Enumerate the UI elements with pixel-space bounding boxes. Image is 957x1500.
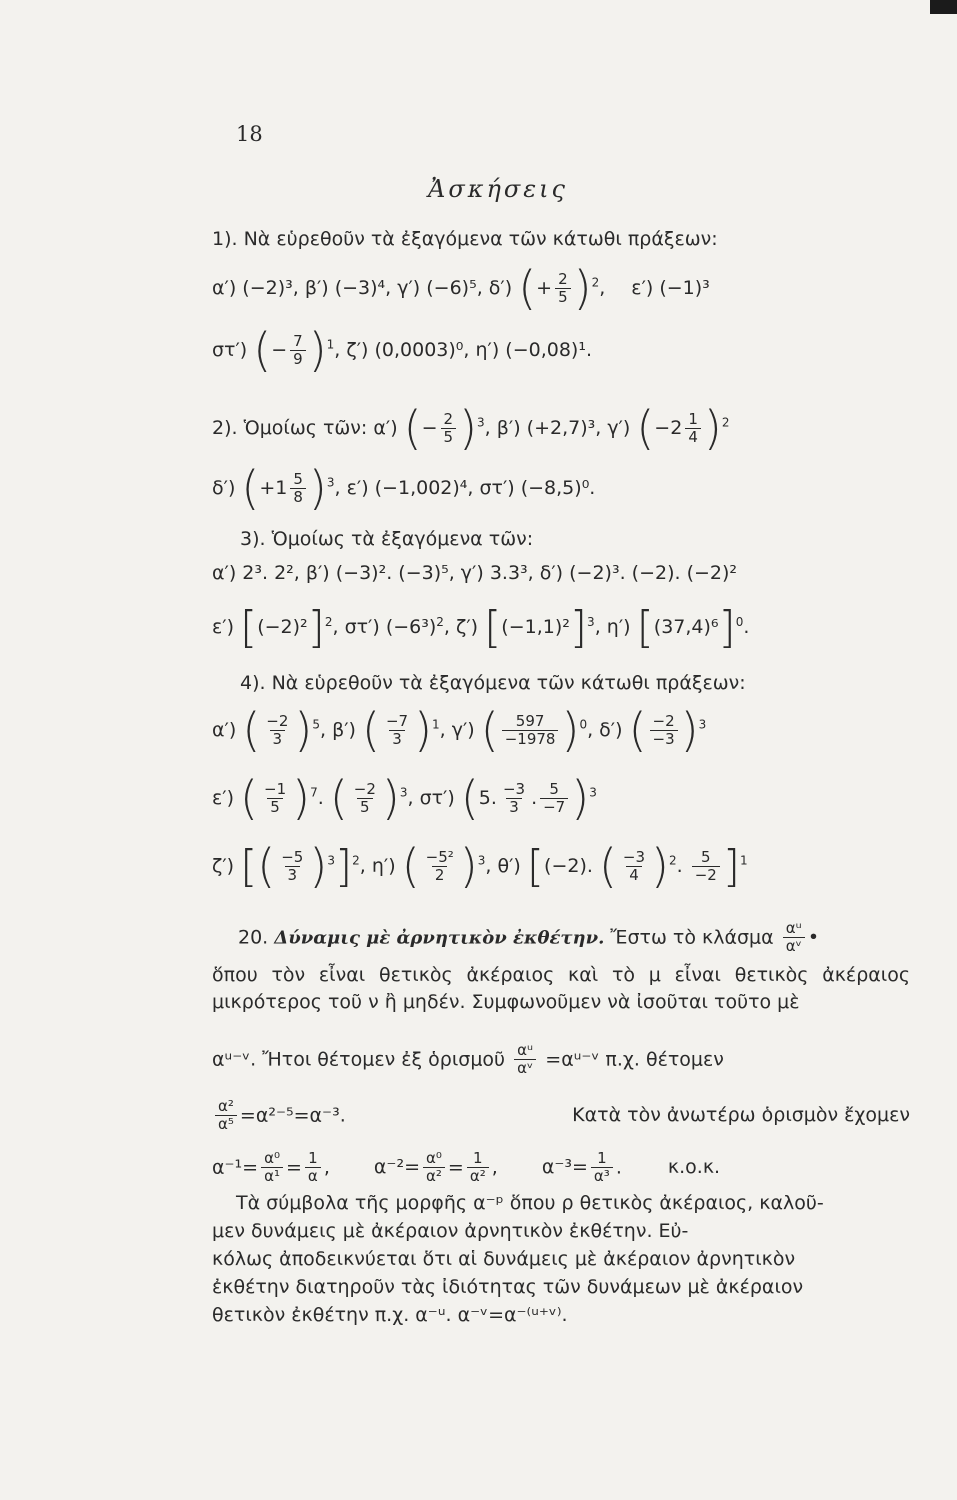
section-20-paragraph-2-line-1: Τὰ σύμβολα τῆς μορφῆς α⁻ᵖ ὅπου ρ θετικὸς ἀκέραιος, καλοῦ- — [236, 1192, 824, 1214]
section-20-paragraph-2-line-3: κόλως ἀποδεικνύεται ὅτι αἱ δυνάμεις μὲ ἀκέραιον ἀρνητικὸν — [212, 1248, 796, 1270]
exercise-3-line-2: ε′) $[(-2)^2]^2$, στ′) $(-6^3)^2$, ζ′) $[(-1,1)^2]^3$, η′) $[(37,4)^6]^0$. — [212, 602, 750, 653]
fraction: $\frac{7}{9}$ — [290, 333, 306, 369]
exercise-1-line-1: α′) (−2)³, β′) (−3)⁴, γ′) (−6)⁵, δ′) (+ $\frac{2}{5}$ )$^2$, ε′) (−1)³ — [212, 261, 710, 315]
section-20-paragraph-2-line-4: ἐκθέτην διατηροῦν τὰς ἰδιότητας τῶν δυνάμεων μὲ ἀκέραιον — [212, 1276, 804, 1298]
exercise-3-line-1: α′) 2³. 2², β′) (−3)². (−3)⁵, γ′) 3.3³, δ′) (−2)³. (−2). (−2)² — [212, 562, 738, 584]
section-title: Δύναμις μὲ ἀρνητικὸν ἐκθέτην. — [274, 927, 605, 949]
exercise-4-line-2: ε′) ( $\frac{-1}{5}$ )$^7$. ( $\frac{-2}{5}$ )$^3$, στ′) (5. $\frac{-3}{3}$ . $\frac{5}{-7}$ )$^3$ — [212, 771, 597, 825]
section-20-examples-row: α⁻¹= $\frac{\text{α⁰}}{\text{α¹}}$ = $\frac{1}{\alpha}$ , α⁻²= $\frac{\text{α⁰}}{\text{α²}}$ = $\frac{1}{\text{α²}}$ , α⁻³= $\frac{1}{\text{α³}}$ . κ.ο.κ. — [212, 1149, 721, 1186]
fraction: $\frac{2}{5}$ — [555, 271, 571, 307]
section-20-example: $\frac{\text{α²}}{\text{α⁵}}$ =α²⁻⁵=α⁻³. Κατὰ τὸν ἀνωτέρω ὁρισμὸν ἔχομεν — [212, 1098, 910, 1134]
exercise-items: ζ′) (0,0003)⁰, η′) (−0,08)¹. — [346, 338, 592, 361]
exercise-items: ε′) (−1)³ — [631, 276, 710, 299]
scan-corner-mark — [930, 0, 957, 14]
exercise-items: α′) (−2)³, β′) (−3)⁴, γ′) (−6)⁵, δ′) — [212, 276, 513, 299]
fraction: $\frac{1}{4}$ — [685, 411, 701, 447]
page-title: Ἀσκήσεις — [428, 175, 568, 203]
section-20-paragraph-1: ὅπου τὸν εἶναι θετικὸς ἀκέραιος καὶ τὸ μ εἶναι θετικὸς ἀκέραιος μικρότερος τοῦ ν ἢ μηδέν. Συμφωνοῦμεν νὰ ἰσοῦται τοῦτο μὲ — [212, 964, 910, 1013]
exercise-1-line-2: στ′) (− $\frac{7}{9}$ )$^1$, ζ′) (0,0003)⁰, η′) (−0,08)¹. — [212, 323, 592, 377]
fraction: $\frac{5}{8}$ — [290, 471, 306, 507]
exercise-4-line-1: α′) ( $\frac{-2}{3}$ )$^5$, β′) ( $\frac{-7}{3}$ )$^1$, γ′) ( $\frac{597}{-1978}$ )$^0$, δ′) ( $\frac{-2}{-3}$ )$^3$ — [212, 703, 707, 757]
exercise-text: Νὰ εὑρεθοῦν τὰ ἐξαγόμενα τῶν κάτωθι πράξεων: — [243, 228, 718, 250]
page-number: 18 — [236, 122, 263, 146]
exercise-2-line-1: 2). Ὁμοίως τῶν: α′) (− $\frac{2}{5}$ )$^3$, β′) (+2,7)³, γ′) (−2 $\frac{1}{4}$ )$^2$ — [212, 401, 730, 455]
fraction: $\frac{2}{5}$ — [441, 411, 457, 447]
exercise-2-line-2: δ′) (+1 $\frac{5}{8}$ )$^3$, ε′) (−1,002)⁴, στ′) (−8,5)⁰. — [212, 461, 596, 515]
section-20-paragraph-2-line-5: θετικὸν ἐκθέτην π.χ. α⁻ᵘ. α⁻ᵛ=α⁻⁽ᵘ⁺ᵛ⁾. — [212, 1304, 568, 1326]
exercise-4-intro: 4). Νὰ εὑρεθοῦν τὰ ἐξαγόμενα τῶν κάτωθι πράξεων: — [240, 672, 746, 694]
exercise-3-intro: 3). Ὁμοίως τὰ ἐξαγόμενα τῶν: — [240, 528, 534, 550]
exercise-4-line-3: ζ′) [( $\frac{-5}{3}$ )$^3$]$^2$, η′) ( $\frac{\text{−5²}}{2}$ )$^3$, θ′) [(−2). ( $\frac{-3}{4}$ )$^2$. $\frac{5}{-2}$ ]$^1$ — [212, 839, 748, 893]
section-20-heading: 20. Δύναμις μὲ ἀρνητικὸν ἐκθέτην. Ἔστω τὸ κλάσμα $\frac{\text{αᵘ}}{\text{αᵛ}}$ • — [238, 919, 820, 956]
section-20-paragraph-2-line-2: μεν δυνάμεις μὲ ἀκέραιον ἀρνητικὸν ἐκθέτην. Εὐ- — [212, 1220, 689, 1242]
exercise-1-intro — [212, 230, 718, 249]
section-20-definition: αᵘ⁻ᵛ. Ἤτοι θέτομεν ἐξ ὁρισμοῦ $\frac{\text{αᵘ}}{\text{αᵛ}}$ =αᵘ⁻ᵛ π.χ. θέτομεν — [212, 1041, 724, 1078]
exercise-label: 1). — [212, 228, 238, 250]
